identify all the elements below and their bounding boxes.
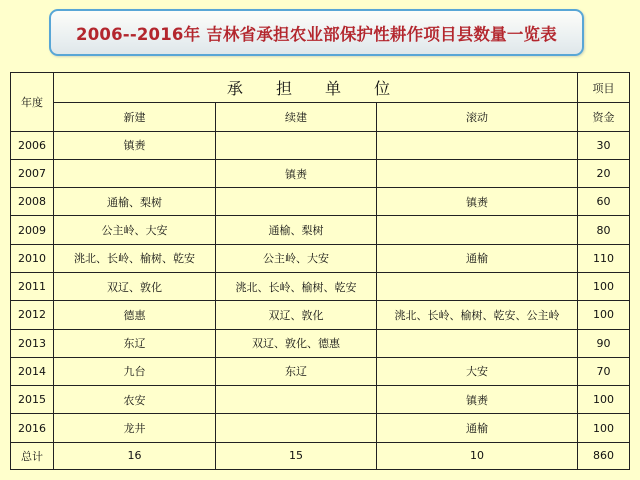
table-row bbox=[11, 386, 630, 414]
fund-header-line1: 项目 bbox=[578, 73, 630, 103]
rolling-cell bbox=[377, 329, 578, 357]
fund-cell: 100 bbox=[578, 301, 630, 329]
fund-cell: 70 bbox=[578, 357, 630, 385]
rolling-cell bbox=[377, 131, 578, 159]
total-rolling: 10 bbox=[377, 442, 578, 469]
rolling-col-header: 滚动 bbox=[377, 103, 578, 131]
title-banner bbox=[49, 9, 584, 56]
fund-cell: 20 bbox=[578, 159, 630, 187]
year-cell: 2016 bbox=[11, 414, 54, 442]
year-cell: 2007 bbox=[11, 159, 54, 187]
new-cell: 通榆、梨树 bbox=[54, 188, 216, 216]
continue-cell bbox=[216, 414, 377, 442]
rolling-cell: 通榆 bbox=[377, 244, 578, 272]
year-cell: 2008 bbox=[11, 188, 54, 216]
rolling-cell: 洮北、长岭、榆树、乾安、公主岭 bbox=[377, 301, 578, 329]
fund-header-line2: 资金 bbox=[578, 103, 630, 131]
rolling-cell bbox=[377, 159, 578, 187]
new-cell: 东辽 bbox=[54, 329, 216, 357]
rolling-cell: 镇赉 bbox=[377, 386, 578, 414]
new-cell: 农安 bbox=[54, 386, 216, 414]
fund-cell: 110 bbox=[578, 244, 630, 272]
continue-cell: 公主岭、大安 bbox=[216, 244, 377, 272]
total-new: 16 bbox=[54, 442, 216, 469]
table-row bbox=[11, 414, 630, 442]
year-cell: 2009 bbox=[11, 216, 54, 244]
continue-cell: 双辽、敦化、德惠 bbox=[216, 329, 377, 357]
table-row bbox=[11, 272, 630, 300]
header-row-2 bbox=[11, 103, 630, 131]
fund-cell: 60 bbox=[578, 188, 630, 216]
rolling-cell: 通榆 bbox=[377, 414, 578, 442]
total-continue: 15 bbox=[216, 442, 377, 469]
year-cell: 2011 bbox=[11, 272, 54, 300]
total-fund: 860 bbox=[578, 442, 630, 469]
continue-cell bbox=[216, 131, 377, 159]
continue-cell: 双辽、敦化 bbox=[216, 301, 377, 329]
unit-header: 承 担 单 位 bbox=[54, 73, 578, 103]
rolling-cell: 大安 bbox=[377, 357, 578, 385]
total-row bbox=[11, 442, 630, 469]
year-cell: 2015 bbox=[11, 386, 54, 414]
fund-cell: 100 bbox=[578, 272, 630, 300]
header-row-1 bbox=[11, 73, 630, 103]
total-label: 总计 bbox=[11, 442, 54, 469]
table-row bbox=[11, 159, 630, 187]
table-row bbox=[11, 131, 630, 159]
new-cell: 公主岭、大安 bbox=[54, 216, 216, 244]
table-row bbox=[11, 329, 630, 357]
new-cell: 双辽、敦化 bbox=[54, 272, 216, 300]
year-cell: 2006 bbox=[11, 131, 54, 159]
year-cell: 2010 bbox=[11, 244, 54, 272]
fund-cell: 80 bbox=[578, 216, 630, 244]
new-cell: 洮北、长岭、榆树、乾安 bbox=[54, 244, 216, 272]
year-cell: 2013 bbox=[11, 329, 54, 357]
table-row bbox=[11, 357, 630, 385]
new-cell: 龙井 bbox=[54, 414, 216, 442]
project-table bbox=[10, 72, 630, 470]
continue-col-header: 续建 bbox=[216, 103, 377, 131]
continue-cell: 洮北、长岭、榆树、乾安 bbox=[216, 272, 377, 300]
table-row bbox=[11, 301, 630, 329]
new-cell: 九台 bbox=[54, 357, 216, 385]
continue-cell bbox=[216, 386, 377, 414]
year-header: 年度 bbox=[11, 73, 54, 132]
continue-cell bbox=[216, 188, 377, 216]
new-cell: 镇赉 bbox=[54, 131, 216, 159]
rolling-cell: 镇赉 bbox=[377, 188, 578, 216]
fund-cell: 30 bbox=[578, 131, 630, 159]
continue-cell: 通榆、梨树 bbox=[216, 216, 377, 244]
continue-cell: 镇赉 bbox=[216, 159, 377, 187]
rolling-cell bbox=[377, 272, 578, 300]
table-row bbox=[11, 244, 630, 272]
fund-cell: 90 bbox=[578, 329, 630, 357]
year-cell: 2014 bbox=[11, 357, 54, 385]
table-row bbox=[11, 216, 630, 244]
new-cell: 德惠 bbox=[54, 301, 216, 329]
table-row bbox=[11, 188, 630, 216]
new-cell bbox=[54, 159, 216, 187]
page-title: 2006--2016年 吉林省承担农业部保护性耕作项目县数量一览表 bbox=[76, 24, 557, 44]
fund-cell: 100 bbox=[578, 414, 630, 442]
new-col-header: 新建 bbox=[54, 103, 216, 131]
rolling-cell bbox=[377, 216, 578, 244]
fund-cell: 100 bbox=[578, 386, 630, 414]
continue-cell: 东辽 bbox=[216, 357, 377, 385]
year-cell: 2012 bbox=[11, 301, 54, 329]
